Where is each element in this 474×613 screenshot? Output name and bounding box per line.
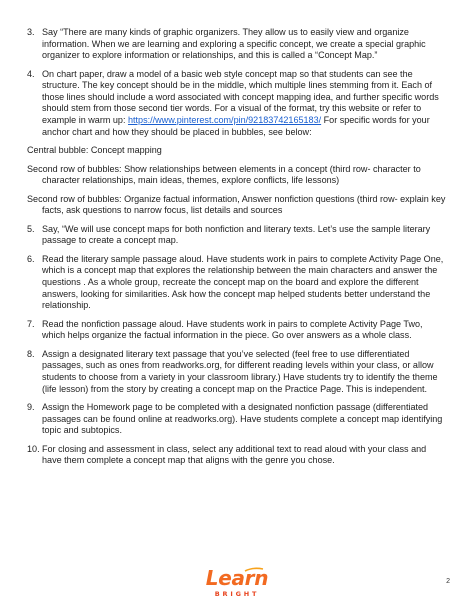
list-number: 7.: [27, 318, 35, 329]
list-number: 3.: [27, 27, 35, 37]
list-item: [27, 319, 447, 342]
list-text: For closing and assessment in class, select any additional text to read aloud with your class and have them complete a concept map that aligns with the genre you chose.: [42, 443, 427, 466]
list-text: [42, 69, 447, 139]
list-text-part: For specific words for your anchor chart and how they should be placed in bubbles, see below:: [42, 115, 430, 137]
list-item: [27, 69, 447, 139]
page-number: 2: [446, 578, 450, 585]
lesson-procedure: [27, 27, 447, 474]
second-row-bubbles-text: Second row of bubbles: Organize factual information, Answer nonfiction questions (third row- explain key facts, ask questions to narrow focus, list details and sources: [27, 193, 446, 216]
logo-subtitle: BRIGHT: [214, 590, 260, 598]
list-text-part: On chart paper, draw a model of a basic web style concept map so that students can see the structure. The key concept should be in the middle, which multiple lines stemming from it. Each of those lines should include a word associated with concept mapping idea, and further specific words should stem from those second tier words. For a visual of the format, try this website or refer to example in warm up:: [42, 68, 439, 126]
list-number: 10.: [27, 443, 40, 454]
list-number: 5.: [27, 223, 35, 234]
list-item: [27, 349, 447, 395]
list-text: Say, “We will use concept maps for both nonfiction and literary texts. Let’s use the sample literary passage to create a concept map.: [42, 223, 431, 246]
list-text: Assign a designated literary text passage that you’ve selected (feel free to use differentiated passages, such as ones from readworks.org, for different reading levels within your class, or allow students to choose from a variety in your classroom library.) Have students try to identify the theme (life lesson) from the story by creating a concept map on the Practice Page. This is independent.: [42, 348, 438, 394]
logo-wordmark: Learn: [205, 566, 269, 590]
list-text: Assign the Homework page to be completed with a designated nonfiction passage (differentiated passages can be found online at readworks.org). Have students complete a concept map identifying topic and subtopics.: [42, 402, 443, 436]
list-number: 4.: [27, 68, 35, 79]
pinterest-link[interactable]: https://www.pinterest.com/pin/92183742165183/: [127, 115, 322, 126]
list-text: Read the nonfiction passage aloud. Have students work in pairs to complete Activity Page Two, which helps organize the factual information in the piece. Go over answers as a whole class.: [42, 318, 423, 341]
list-number: 6.: [27, 253, 35, 264]
list-item: [27, 254, 447, 312]
list-text: Say “There are many kinds of graphic organizers. They allow us to easily view and organize information. When we are learning and exploring a specific concept, we create a special graphic organizer to explore information or relationships, and this is called a “Concept Map.”: [42, 27, 426, 61]
list-number: 9.: [27, 402, 35, 413]
learn-bright-logo: [202, 567, 272, 603]
central-bubble-text: Central bubble: Concept mapping: [27, 145, 162, 156]
list-number: 8.: [27, 348, 35, 359]
list-item: [27, 444, 447, 467]
list-item: [27, 402, 447, 437]
list-item: [27, 224, 447, 247]
list-text: Read the literary sample passage aloud. Have students work in pairs to complete Activity Page One, which is a concept map that explores the relationship between the main characters and answer the questions . As a whole group, recreate the concept map on the board and explore the different answers, looking for similarities. Ask how the concept map helped students better understand the relationship.: [42, 253, 444, 311]
second-row-bubbles-text: Second row of bubbles: Show relationships between elements in a concept (third row- character to character relationships, main ideas, themes, explore conflicts, life lessons): [27, 163, 421, 186]
list-item: [27, 27, 447, 62]
